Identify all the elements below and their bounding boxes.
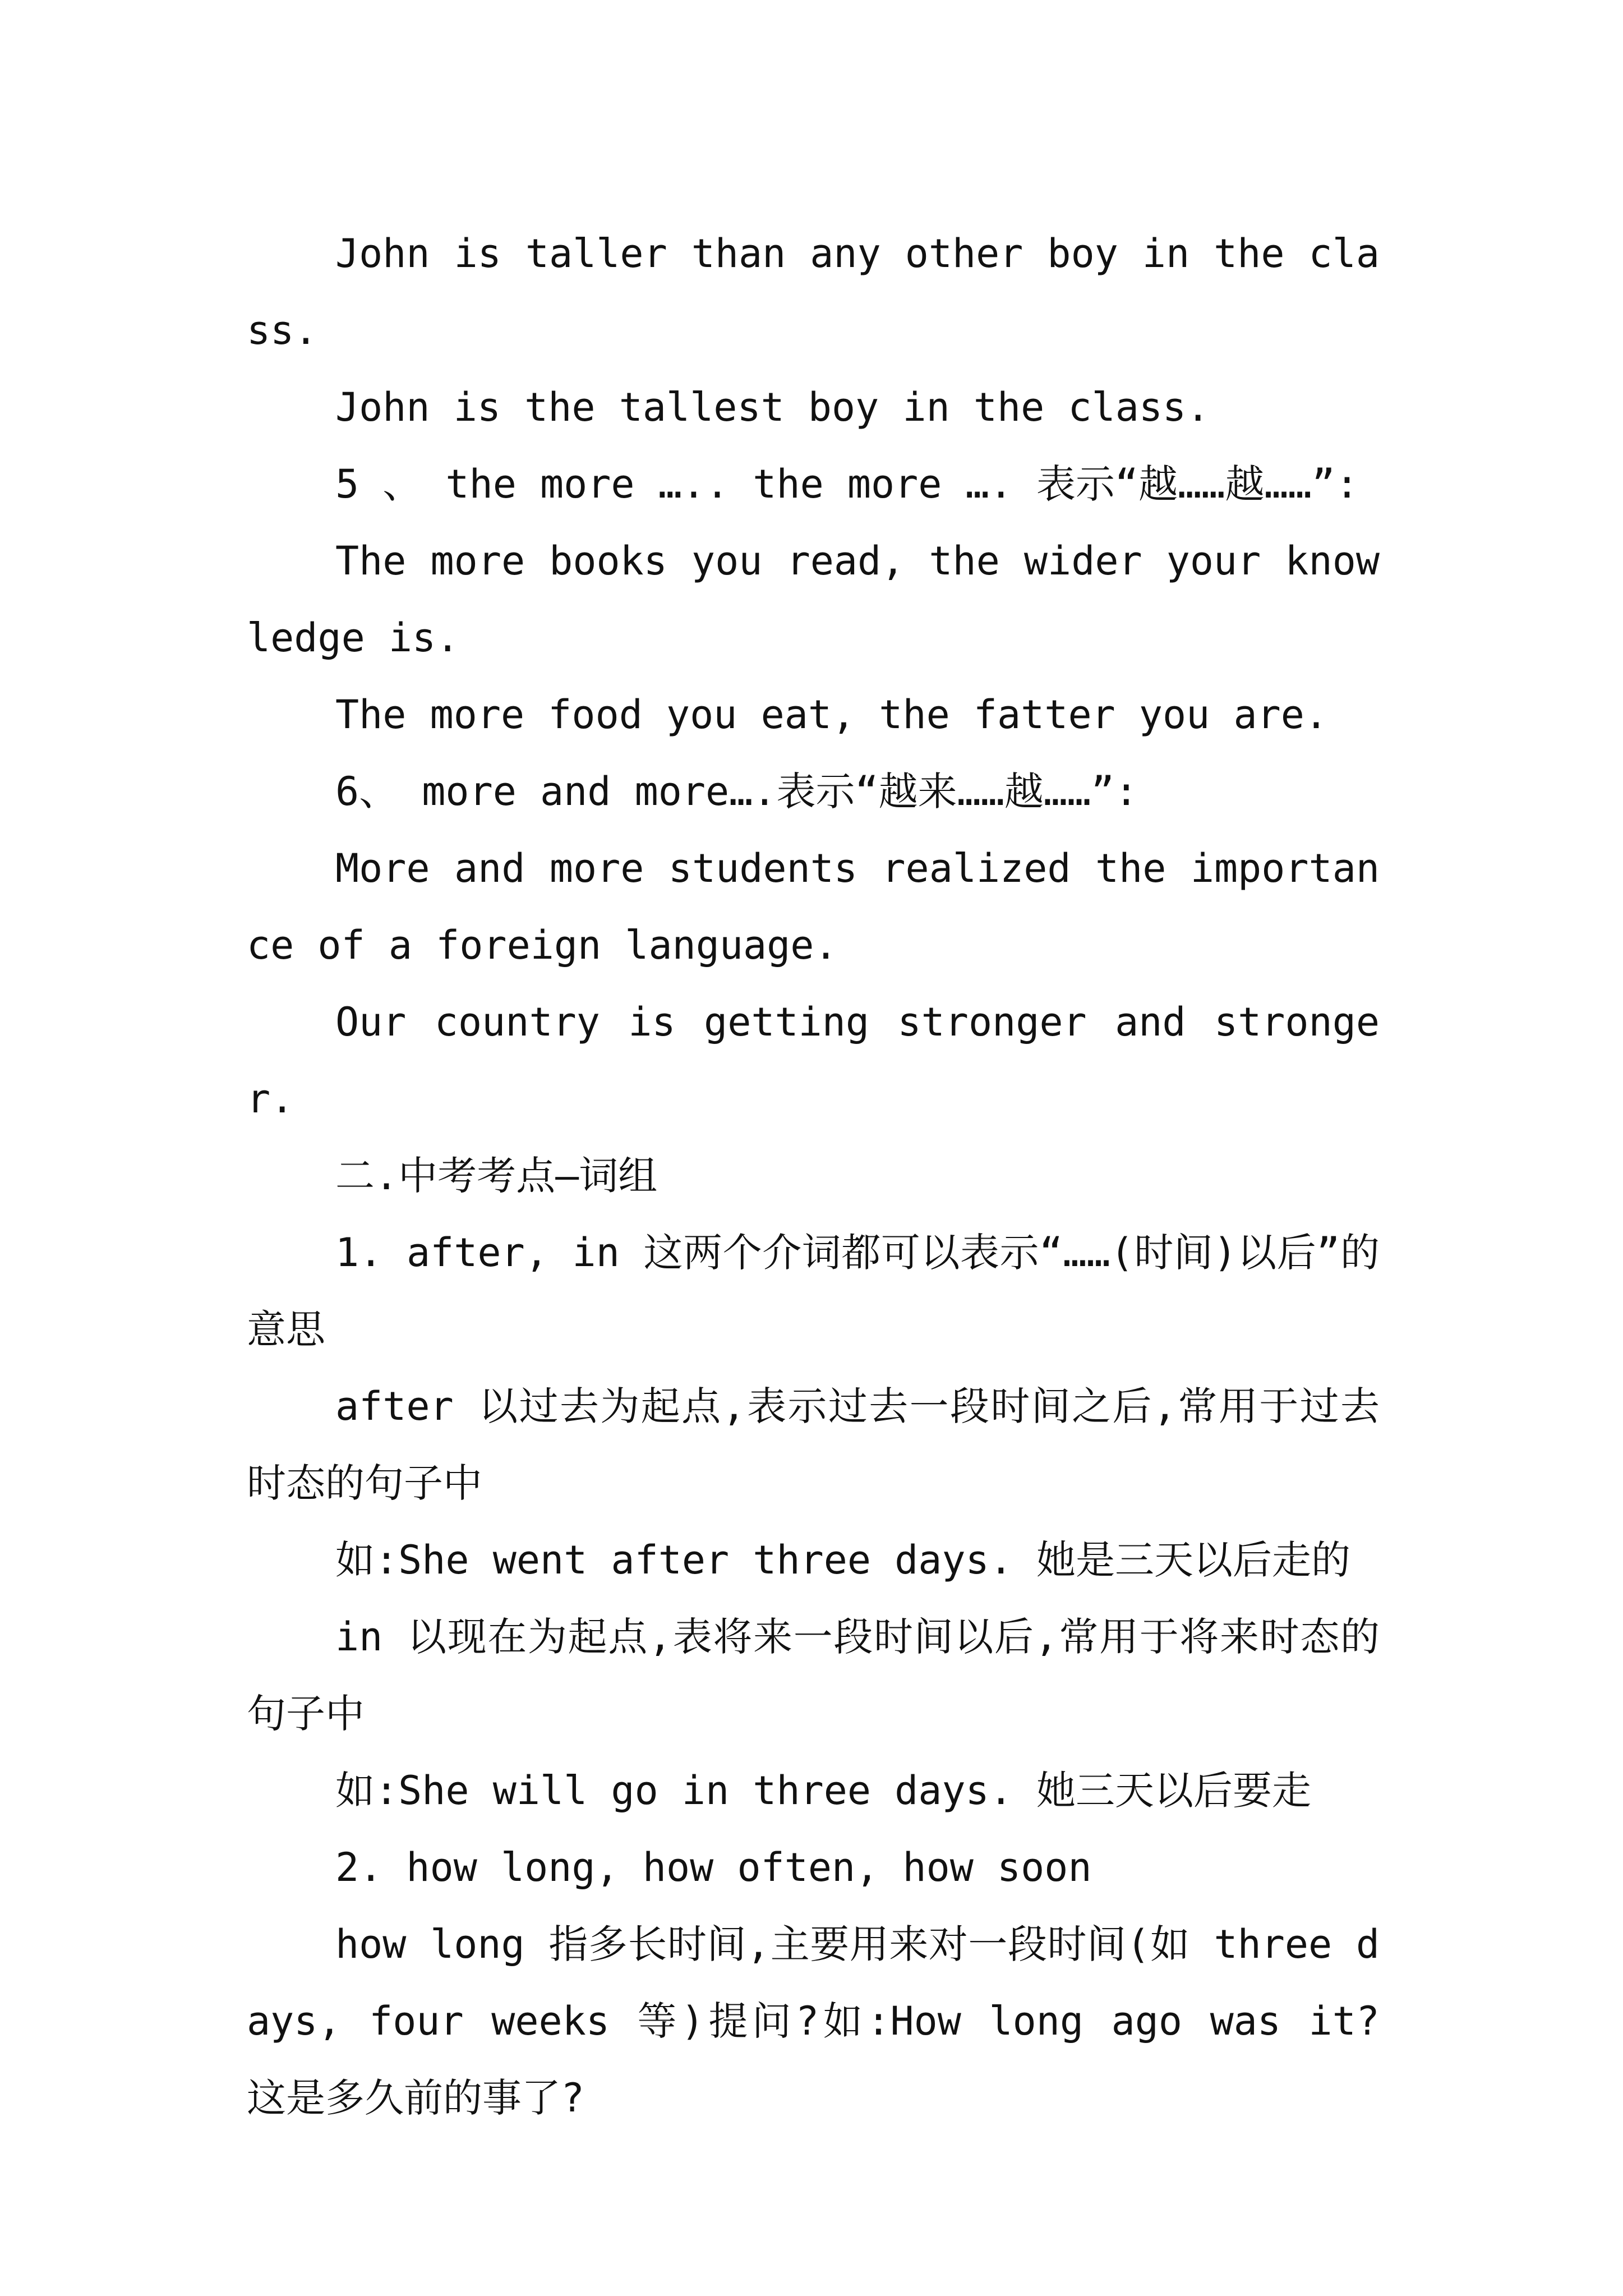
paragraph-15: 2. how long, how often, how soon [335, 1844, 1092, 1890]
paragraph-5: The more food you eat, the fatter you are. [335, 692, 1329, 738]
paragraph-12: 如:She went after three days. 她是三天以后走的 [335, 1537, 1351, 1583]
paragraph-2: John is the tallest boy in the class. [335, 384, 1210, 430]
paragraph-6: 6、 more and more….表示“越来……越……”: [335, 769, 1138, 815]
paragraph-7: More and more students realized the importance of a foreign language. [247, 845, 1380, 968]
paragraph-3: 5 、 the more ….. the more …. 表示“越……越……”: [335, 461, 1359, 507]
paragraph-16: how long 指多长时间,主要用来对一段时间(如 three days, four weeks 等)提问?如:How long ago was it? 这是多久前的事了? [247, 1921, 1380, 2121]
document-body [247, 215, 1380, 2137]
paragraph-8: Our country is getting stronger and stronger. [247, 999, 1380, 1122]
paragraph-11: after 以过去为起点,表示过去一段时间之后,常用于过去时态的句子中 [247, 1383, 1380, 1506]
paragraph-4: The more books you read, the wider your knowledge is. [247, 538, 1380, 661]
paragraph-13: in 以现在为起点,表将来一段时间以后,常用于将来时态的句子中 [247, 1614, 1380, 1737]
paragraph-1: John is taller than any other boy in the class. [247, 231, 1380, 353]
paragraph-10: 1. after, in 这两个介词都可以表示“……(时间)以后”的意思 [247, 1230, 1380, 1352]
section-heading: 二.中考考点—词组 [335, 1153, 658, 1199]
paragraph-14: 如:She will go in three days. 她三天以后要走 [335, 1768, 1312, 1814]
